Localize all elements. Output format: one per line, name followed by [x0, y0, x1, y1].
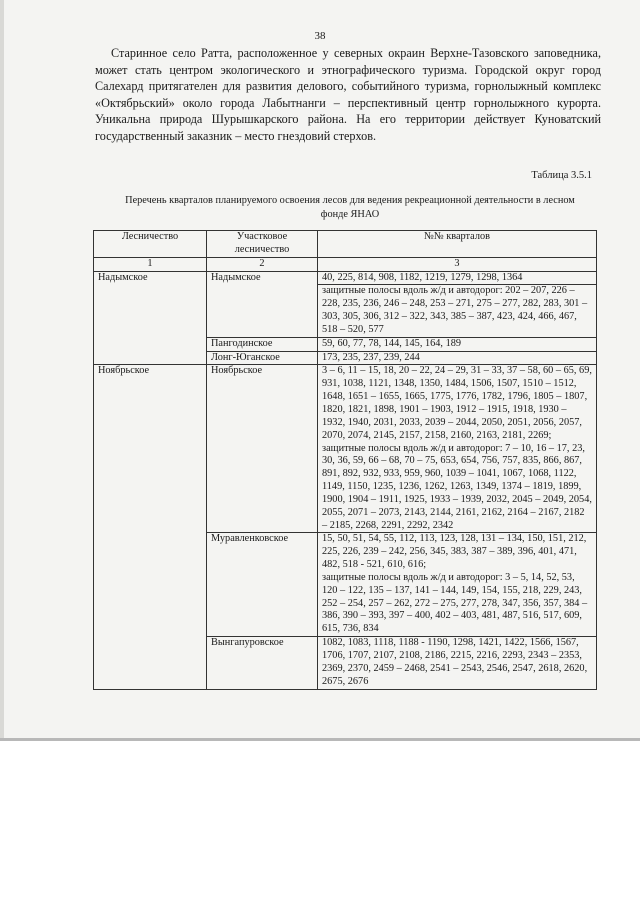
- forestry-cell: Надымское: [94, 271, 207, 365]
- quarters-cell: 173, 235, 237, 239, 244: [318, 351, 597, 365]
- table-caption: Перечень кварталов планируемого освоения лесов для ведения рекреационной деятельности в лесном фонде ЯНАО: [125, 195, 575, 220]
- col-number: 3: [318, 257, 597, 271]
- header-quarters: №№ кварталов: [318, 231, 597, 258]
- forestry-quarters-table: [93, 230, 597, 690]
- body-paragraph: Старинное село Ратта, расположенное у северных окраин Верхне-Тазовского заповедника, может стать центром экологического и этнографического туризма. Городской округ город Салехард притягателен для развития делового, событийного туризма, горнолыжный комплекс «Октябрьский» около города Лабытнанги – перспективный центр горнолыжного курорта. Уникальна природа Шурышкарского района. На его территории действует Куноватский государственный заказник – место гнездовий стерхов.: [95, 46, 601, 143]
- quarters-cell: 59, 60, 77, 78, 144, 145, 164, 189: [318, 337, 597, 351]
- quarters-cell: защитные полосы вдоль ж/д и автодорог: 3 – 5, 14, 52, 53, 120 – 122, 135 – 137, 141 – 144, 149, 154, 155, 218, 229, 243, 252 – 254, 257 – 262, 272 – 275, 277, 278, 347, 356, 357, 384 – 386, 390 – 393, 397 – 400, 402 – 403, 481, 487, 516, 517, 609, 615, 736, 834: [318, 572, 597, 637]
- district-cell: Ноябрьское: [207, 365, 318, 533]
- table-row: [94, 271, 597, 285]
- district-cell: Лонг-Юганское: [207, 351, 318, 365]
- col-number: 2: [207, 257, 318, 271]
- col-number: 1: [94, 257, 207, 271]
- header-district: Участковое лесничество: [207, 231, 318, 258]
- district-cell: Надымское: [207, 271, 318, 337]
- header-forestry: Лесничество: [94, 231, 207, 258]
- district-cell: Пангодинское: [207, 337, 318, 351]
- quarters-cell: 1082, 1083, 1118, 1188 - 1190, 1298, 1421, 1422, 1566, 1567, 1706, 1707, 2107, 2108, 2186, 2215, 2216, 2293, 2343 – 2353, 2369, 2370, 2459 – 2468, 2541 – 2543, 2546, 2547, 2618, 2620, 2675, 2676: [318, 637, 597, 689]
- column-number-row: [94, 257, 597, 271]
- table-label: Таблица 3.5.1: [531, 170, 592, 181]
- quarters-cell: защитные полосы вдоль ж/д и автодорог: 7 – 10, 16 – 17, 23, 30, 36, 59, 66 – 68, 70 – 75, 653, 654, 756, 757, 835, 866, 867, 891, 892, 932, 933, 959, 960, 1039 – 1041, 1067, 1068, 1122, 1149, 1150, 1235, 1236, 1262, 1263, 1349, 1374 – 1819, 1899, 1900, 1904 – 1911, 1925, 1933 – 1939, 2032, 2045 – 2049, 2054, 2055, 2071 – 2073, 2143, 2144, 2161, 2162, 2164 – 2167, 2182 – 2185, 2268, 2291, 2292, 2342: [318, 443, 597, 533]
- quarters-cell: защитные полосы вдоль ж/д и автодорог: 202 – 207, 226 – 228, 235, 236, 246 – 248, 253 – 271, 275 – 277, 282, 283, 301 – 303, 305, 306, 312 – 322, 343, 385 – 387, 423, 424, 466, 467, 518 – 520, 577: [318, 285, 597, 337]
- quarters-cell: 15, 50, 51, 54, 55, 112, 113, 123, 128, 131 – 134, 150, 151, 212, 225, 226, 239 – 242, 256, 345, 383, 387 – 389, 396, 401, 471, 482, 518 - 521, 610, 616;: [318, 533, 597, 572]
- table-row: [94, 365, 597, 443]
- page-number: 38: [314, 30, 326, 42]
- district-cell: Вынгапуровское: [207, 637, 318, 689]
- scan-bottom-edge: [0, 738, 640, 741]
- district-cell: Муравленковское: [207, 533, 318, 637]
- table-header-row: [94, 231, 597, 258]
- quarters-cell: 40, 225, 814, 908, 1182, 1219, 1279, 1298, 1364: [318, 271, 597, 285]
- scan-edge-shadow: [0, 0, 4, 740]
- forestry-cell: Ноябрьское: [94, 365, 207, 689]
- quarters-cell: 3 – 6, 11 – 15, 18, 20 – 22, 24 – 29, 31 – 33, 37 – 58, 60 – 65, 69, 931, 1038, 1121, 1348, 1350, 1484, 1506, 1507, 1510 – 1512, 1648, 1651 – 1655, 1665, 1775, 1776, 1782, 1796, 1805 – 1807, 1820, 1821, 1898, 1901 – 1903, 1912 – 1915, 1918, 1930 – 1932, 1940, 2031, 2033, 2039 – 2044, 2050, 2051, 2056, 2057, 2070, 2074, 2145, 2157, 2158, 2160, 2163, 2181, 2269;: [318, 365, 597, 443]
